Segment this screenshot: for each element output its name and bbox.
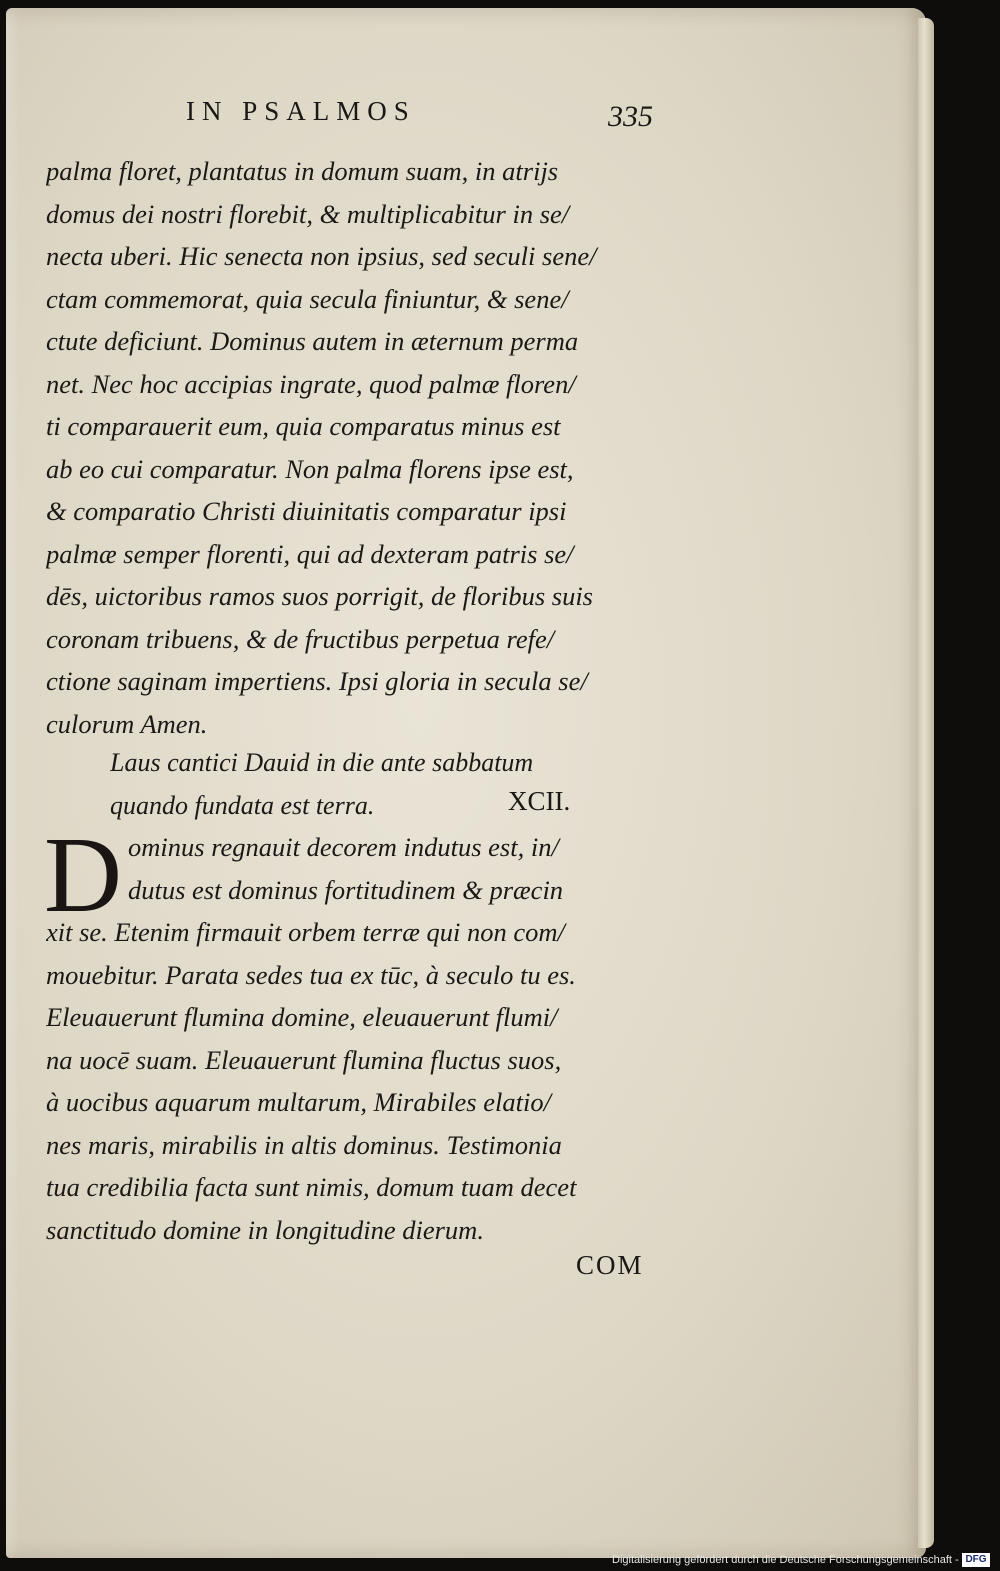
text-line: xit se. Etenim firmauit orbem terræ qui non com/ (46, 917, 565, 947)
text-line: domus dei nostri florebit, & multiplicabitur in se/ (46, 198, 570, 229)
text-line: tua credibilia facta sunt nimis, domum tuam decet (46, 1172, 577, 1202)
text-line: palma floret, plantatus in domum suam, in atrijs (46, 156, 559, 186)
text-line: dutus est dominus fortitudinem & præcin (128, 874, 564, 905)
text-line: ctam commemorat, quia secula finiuntur, & sene/ (46, 283, 569, 314)
psalm-text (44, 816, 666, 1251)
text-line: sanctitudo domine in longitudine dierum. (46, 1214, 484, 1245)
text-line: palmæ semper florenti, qui ad dexteram patris se/ (46, 538, 574, 569)
text-line: ctione saginam impertiens. Ipsi gloria in secula se/ (46, 666, 588, 696)
text-line: ti comparauerit eum, quia comparatus minus est (46, 411, 561, 441)
text-line: ab eo cui comparatur. Non palma florens ipse est, (46, 453, 574, 484)
text-line: culorum Amen. (46, 708, 208, 739)
text-line: à uocibus aquarum multarum, Mirabiles elatio/ (46, 1087, 551, 1117)
psalm-title-line: Laus cantici Dauid in die ante sabbatum (110, 748, 534, 777)
dfg-logo: DFG (962, 1553, 990, 1567)
text-line: necta uberi. Hic senecta non ipsius, sed seculi sene/ (46, 241, 597, 271)
psalm-title-line: quando fundata est terra. (110, 790, 375, 820)
text-line: dēs, uictoribus ramos suos porrigit, de floribus suis (46, 581, 593, 611)
psalm-number: XCII. (508, 786, 571, 816)
text-line: ominus regnauit decorem indutus est, in/ (128, 832, 559, 862)
text-line: coronam tribuens, & de fructibus perpetua refe/ (46, 623, 555, 654)
text-line: mouebitur. Parata sedes tua ex tūc, à seculo tu es. (46, 959, 576, 990)
page-number: 335 (608, 100, 653, 133)
running-title: IN PSALMOS (186, 96, 416, 126)
catchword: COM (576, 1250, 644, 1280)
text-line: & comparatio Christi diuinitatis comparatur ipsi (46, 496, 567, 526)
text-line: Eleuauerunt flumina domine, eleuauerunt flumi/ (46, 1002, 558, 1032)
text-line: ctute deficiunt. Dominus autem in æternum perma (46, 326, 579, 356)
text-line: nes maris, mirabilis in altis dominus. Testimonia (46, 1129, 562, 1160)
drop-cap: D (44, 816, 122, 935)
commentary-text (46, 150, 666, 745)
text-line: net. Nec hoc accipias ingrate, quod palmæ floren/ (46, 368, 576, 399)
digitization-credit: Digitalisierung gefördert durch die Deutsche Forschungsgemeinschaft - (612, 1554, 959, 1566)
page-edge (918, 18, 934, 1548)
text-line: na uocē suam. Eleuauerunt flumina fluctus suos, (46, 1044, 562, 1075)
